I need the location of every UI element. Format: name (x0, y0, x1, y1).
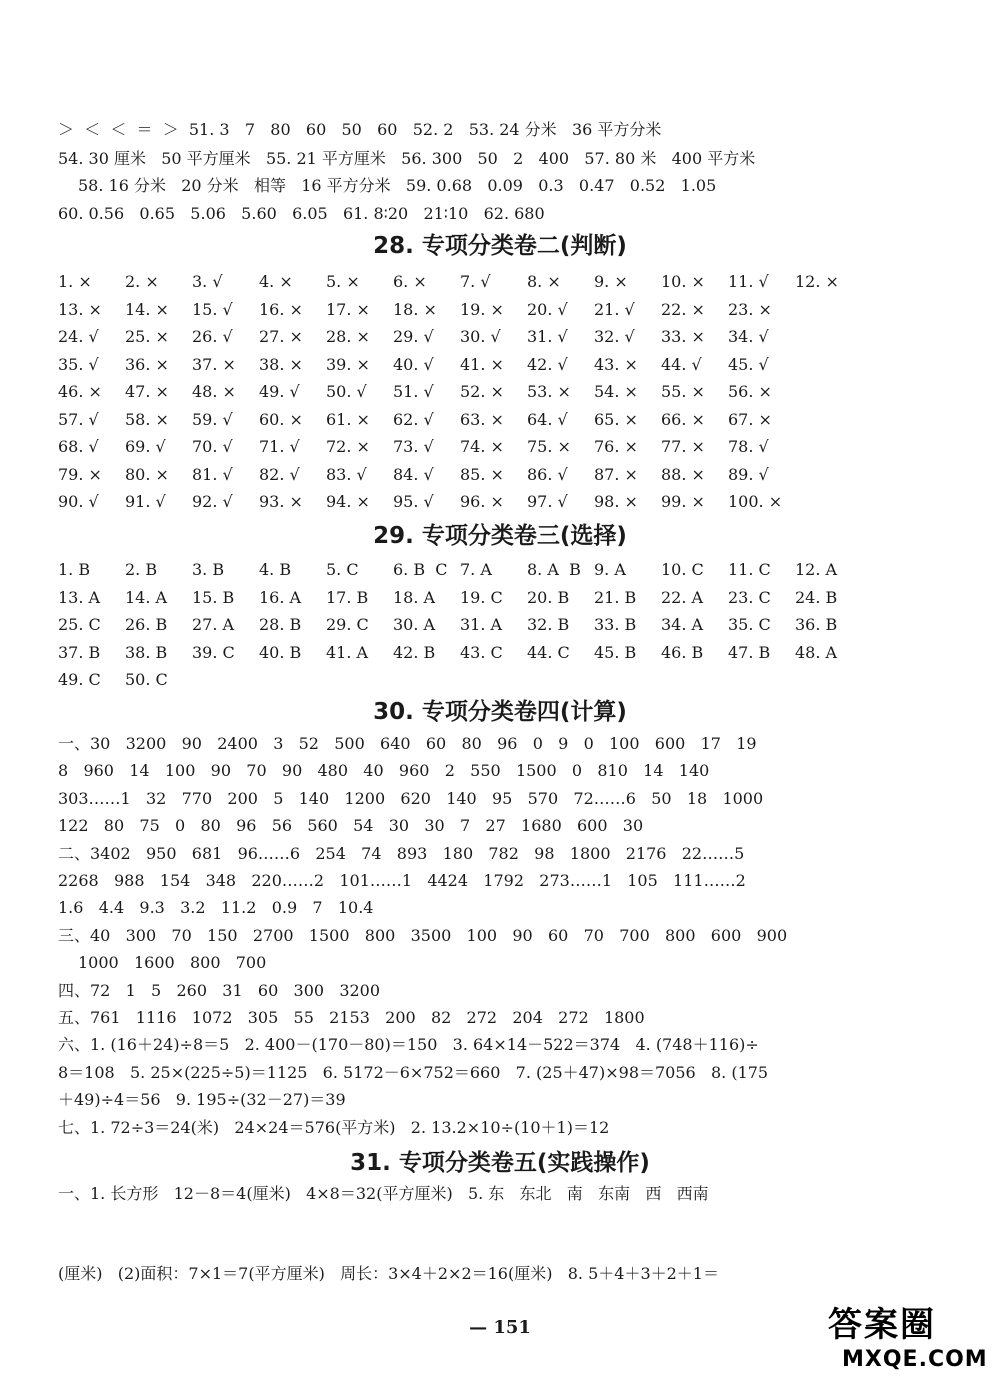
calc-line: ＋49)÷4＝56 9. 195÷(32－27)＝39 (58, 1090, 346, 1110)
watermark-graphic (822, 1300, 992, 1372)
answer-item: 26. √ (192, 327, 233, 346)
answer-line: 58. 16 分米 20 分米 相等 16 平方分米 59. 0.68 0.09 0.3 0.47 0.52 1.05 (78, 176, 717, 195)
answer-item: 6. × (393, 272, 427, 291)
answer-item: 15. B (192, 587, 235, 607)
answer-item: 43. C (460, 642, 503, 662)
answer-item: 20. B (527, 587, 570, 607)
answer-item: 1. B (58, 560, 91, 579)
answer-item: 17. B (326, 587, 369, 607)
answer-item: 32. √ (594, 327, 635, 346)
answer-item: 12. A (795, 560, 838, 579)
answer-item: 62. √ (393, 409, 434, 429)
answer-item: 74. × (460, 437, 504, 456)
answer-item: 84. √ (393, 464, 434, 484)
answer-item: 50. C (125, 670, 168, 689)
answer-item: 42. √ (527, 354, 568, 374)
answer-item: 40. B (259, 642, 302, 662)
answer-item: 68. √ (58, 437, 99, 456)
answer-item: 48. × (192, 382, 236, 401)
answer-item: 64. √ (527, 409, 568, 429)
answer-row (58, 270, 858, 294)
answer-row (58, 298, 858, 322)
answer-item: 100. × (728, 492, 783, 511)
answer-item: 47. B (728, 642, 771, 662)
answer-item: 21. √ (594, 299, 635, 319)
answer-row (58, 490, 858, 514)
answer-item: 18. A (393, 587, 436, 607)
answer-item: 4. × (259, 272, 293, 291)
answer-line: ＞ ＜ ＜ ＝ ＞ 51. 3 7 80 60 50 60 52. 2 53. 24 分米 36 平方分米 (58, 120, 662, 139)
answer-row (58, 463, 858, 487)
answer-item: 95. √ (393, 492, 434, 511)
answer-item: 50. √ (326, 382, 367, 401)
answer-item: 33. × (661, 327, 705, 346)
section-title-31: 31. 专项分类卷五(实践操作) (350, 1150, 650, 1176)
answer-item: 32. B (527, 615, 570, 634)
calc-line: 8 960 14 100 90 70 90 480 40 960 2 550 1500 0 810 14 140 (58, 761, 710, 781)
answer-item: 66. × (661, 409, 705, 429)
answer-item: 25. C (58, 615, 101, 634)
answer-item: 33. B (594, 615, 637, 634)
practice-line: 一、1. 长方形 12－8＝4(厘米) 4×8＝32(平方厘米) 5. 东 东北 南 东南 西 西南 (58, 1184, 709, 1203)
answer-item: 54. × (594, 382, 638, 401)
answer-item: 82. √ (259, 464, 300, 484)
answer-item: 22. A (661, 587, 704, 607)
answer-item: 51. √ (393, 382, 434, 401)
answer-line: 60. 0.56 0.65 5.06 5.60 6.05 61. 8∶20 21∶10 62. 680 (58, 204, 545, 223)
answer-item: 96. × (460, 492, 504, 511)
answer-item: 43. × (594, 354, 638, 374)
answer-row (58, 558, 858, 582)
answer-item: 7. A (460, 560, 492, 579)
answer-item: 67. × (728, 409, 772, 429)
answer-item: 16. A (259, 587, 302, 607)
answer-item: 8. A B (527, 560, 581, 579)
answer-item: 56. × (728, 382, 772, 401)
answer-item: 11. √ (728, 272, 769, 291)
calc-line: 1000 1600 800 700 (78, 953, 267, 973)
answer-row (58, 668, 858, 692)
practice-line-fractions (78, 1215, 948, 1253)
answer-item: 85. × (460, 464, 504, 484)
answer-item: 9. × (594, 272, 628, 291)
answer-row (58, 325, 858, 349)
answer-item: 18. × (393, 299, 437, 319)
answer-item: 20. √ (527, 299, 568, 319)
answer-item: 2. × (125, 272, 159, 291)
watermark-url: MXQE.COM (842, 1347, 988, 1372)
answer-item: 31. A (460, 615, 503, 634)
answer-item: 90. √ (58, 492, 99, 511)
answer-item: 4. B (259, 560, 292, 579)
calc-line: 一、30 3200 90 2400 3 52 500 640 60 80 96 0 9 0 100 600 17 19 (58, 734, 757, 753)
answer-item: 2. B (125, 560, 158, 579)
answer-item: 7. √ (460, 272, 491, 291)
answer-item: 17. × (326, 299, 370, 319)
calc-line: 122 80 75 0 80 96 56 560 54 30 30 7 27 1680 600 30 (58, 816, 644, 836)
answer-item: 13. A (58, 587, 101, 607)
answer-item: 38. × (259, 354, 303, 374)
answer-item: 37. × (192, 354, 236, 374)
page-number: — 151 (469, 1317, 531, 1338)
answer-item: 15. √ (192, 299, 233, 319)
answer-item: 78. √ (728, 437, 769, 456)
answer-item: 10. C (661, 560, 704, 579)
answer-item: 1. × (58, 272, 92, 291)
answer-row (58, 586, 858, 610)
answer-item: 14. A (125, 587, 168, 607)
answer-item: 30. √ (460, 327, 501, 346)
answer-item: 5. × (326, 272, 360, 291)
answer-row (58, 380, 858, 404)
answer-row (58, 613, 858, 637)
answer-item: 75. × (527, 437, 571, 456)
answer-item: 45. B (594, 642, 637, 662)
answer-item: 36. B (795, 615, 838, 634)
answer-item: 13. × (58, 299, 102, 319)
answer-item: 94. × (326, 492, 370, 511)
answer-item: 41. × (460, 354, 504, 374)
answer-item: 6. B C (393, 560, 448, 579)
answer-item: 19. × (460, 299, 504, 319)
answer-item: 60. × (259, 409, 303, 429)
answer-item: 9. A (594, 560, 626, 579)
answer-item: 44. √ (661, 354, 702, 374)
answer-item: 27. × (259, 327, 303, 346)
answer-item: 3. √ (192, 272, 223, 291)
answer-item: 35. C (728, 615, 771, 634)
answer-item: 28. B (259, 615, 302, 634)
answer-item: 16. × (259, 299, 303, 319)
answer-item: 39. × (326, 354, 370, 374)
answer-item: 89. √ (728, 464, 769, 484)
answer-item: 36. × (125, 354, 169, 374)
answer-item: 25. × (125, 327, 169, 346)
calc-line: 303……1 32 770 200 5 140 1200 620 140 95 570 72……6 50 18 1000 (58, 788, 764, 808)
answer-item: 34. √ (728, 327, 769, 346)
answer-item: 26. B (125, 615, 168, 634)
answer-item: 49. C (58, 670, 101, 689)
calc-line: 1.6 4.4 9.3 3.2 11.2 0.9 7 10.4 (58, 898, 374, 918)
answer-item: 48. A (795, 642, 838, 662)
answer-item: 77. × (661, 437, 705, 456)
answer-item: 30. A (393, 615, 436, 634)
answer-item: 45. √ (728, 354, 769, 374)
answer-item: 23. C (728, 587, 771, 607)
section-title-28: 28. 专项分类卷二(判断) (373, 233, 627, 259)
answer-item: 14. × (125, 299, 169, 319)
answer-item: 97. √ (527, 492, 568, 511)
answer-item: 46. B (661, 642, 704, 662)
answer-item: 92. √ (192, 492, 233, 511)
answer-item: 81. √ (192, 464, 233, 484)
answer-item: 8. × (527, 272, 561, 291)
answer-row (58, 408, 858, 432)
calc-line: 二、3402 950 681 96……6 254 74 893 180 782 98 1800 2176 22……5 (58, 843, 745, 863)
answer-item: 11. C (728, 560, 771, 579)
calc-line: 五、761 1116 1072 305 55 2153 200 82 272 204 272 1800 (58, 1008, 645, 1027)
watermark-logo (822, 1300, 992, 1372)
answer-item: 53. × (527, 382, 571, 401)
answer-item: 31. √ (527, 327, 568, 346)
answer-item: 65. × (594, 409, 638, 429)
answer-item: 46. × (58, 382, 102, 401)
answer-item: 49. √ (259, 382, 300, 401)
answer-item: 19. C (460, 587, 503, 607)
answer-item: 55. × (661, 382, 705, 401)
answer-item: 21. B (594, 587, 637, 607)
answer-item: 24. √ (58, 327, 99, 346)
answer-item: 72. × (326, 437, 370, 456)
answer-item: 99. × (661, 492, 705, 511)
answer-item: 71. √ (259, 437, 300, 456)
answer-item: 24. B (795, 587, 838, 607)
answer-item: 63. × (460, 409, 504, 429)
answer-item: 44. C (527, 642, 570, 662)
calc-line: 三、40 300 70 150 2700 1500 800 3500 100 90 60 70 700 800 600 900 (58, 925, 788, 945)
answer-item: 28. × (326, 327, 370, 346)
answer-item: 3. B (192, 560, 225, 579)
answer-item: 10. × (661, 272, 705, 291)
answer-item: 91. √ (125, 492, 166, 511)
answer-item: 38. B (125, 642, 168, 662)
answer-item: 39. C (192, 642, 235, 662)
watermark-cn: 答案圈 (828, 1305, 936, 1345)
answer-item: 88. × (661, 464, 705, 484)
answer-line: 54. 30 厘米 50 平方厘米 55. 21 平方厘米 56. 300 50 2 400 57. 80 米 400 平方米 (58, 149, 756, 168)
calc-line: 2268 988 154 348 220……2 101……1 4424 1792 273……1 105 111……2 (58, 871, 746, 890)
answer-item: 58. × (125, 409, 169, 429)
answer-item: 70. √ (192, 437, 233, 456)
answer-item: 93. × (259, 492, 303, 511)
answer-item: 57. √ (58, 409, 99, 429)
answer-item: 22. × (661, 299, 705, 319)
answer-item: 73. √ (393, 437, 434, 456)
answer-item: 98. × (594, 492, 638, 511)
answer-item: 83. √ (326, 464, 367, 484)
section-title-30: 30. 专项分类卷四(计算) (373, 699, 627, 725)
answer-item: 86. √ (527, 464, 568, 484)
answer-item: 61. × (326, 409, 370, 429)
answer-item: 41. A (326, 642, 369, 662)
answer-item: 40. √ (393, 354, 434, 374)
answer-item: 23. × (728, 299, 772, 319)
answer-item: 29. √ (393, 327, 434, 346)
answer-row (58, 353, 858, 377)
answer-row (58, 641, 858, 665)
answer-item: 52. × (460, 382, 504, 401)
answer-item: 34. A (661, 615, 704, 634)
answer-row (58, 435, 858, 459)
answer-item: 87. × (594, 464, 638, 484)
answer-item: 59. √ (192, 409, 233, 429)
calc-line: 六、1. (16＋24)÷8＝5 2. 400－(170－80)＝150 3. 64×14－522＝374 4. (748＋116)÷ (58, 1035, 759, 1055)
answer-item: 37. B (58, 642, 101, 662)
answer-item: 69. √ (125, 437, 166, 456)
calc-line: 8＝108 5. 25×(225÷5)＝1125 6. 5172－6×752＝660 7. (25＋47)×98＝7056 8. (175 (58, 1062, 769, 1082)
answer-item: 76. × (594, 437, 638, 456)
answer-item: 42. B (393, 642, 436, 662)
answer-item: 27. A (192, 615, 235, 634)
answer-item: 79. × (58, 464, 102, 484)
answer-item: 80. × (125, 464, 169, 484)
answer-item: 29. C (326, 615, 369, 634)
answer-item: 12. × (795, 272, 839, 291)
calc-line: 四、72 1 5 260 31 60 300 3200 (58, 980, 381, 1000)
answer-item: 47. × (125, 382, 169, 401)
section-title-29: 29. 专项分类卷三(选择) (373, 523, 627, 549)
answer-item: 5. C (326, 560, 359, 579)
practice-line: (厘米) (2)面积：7×1＝7(平方厘米) 周长：3×4＋2×2＝16(厘米) 8. 5＋4＋3＋2＋1＝ (58, 1264, 719, 1283)
answer-item: 35. √ (58, 354, 99, 374)
calc-line: 七、1. 72÷3＝24(米) 24×24＝576(平方米) 2. 13.2×10÷(10＋1)＝12 (58, 1117, 610, 1137)
